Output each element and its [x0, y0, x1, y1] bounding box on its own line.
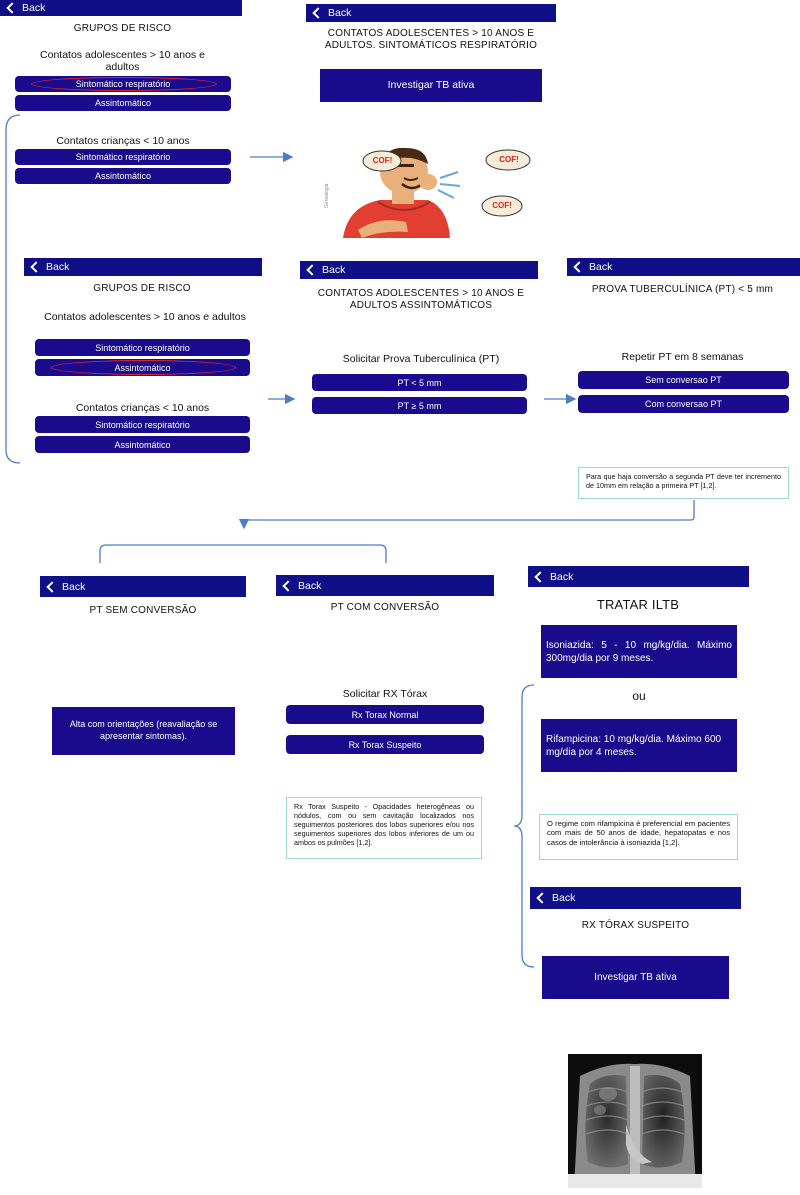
s4-question: Solicitar Prova Tuberculínica (PT): [342, 353, 500, 365]
rifampicina-box: Rifampicina: 10 mg/kg/dia. Máximo 600 mg/dia por 4 meses.: [541, 719, 737, 772]
ou-label: ou: [632, 689, 646, 703]
pt-ge5-button[interactable]: PT ≥ 5 mm: [312, 397, 527, 414]
pt-conversion-note: Para que haja conversão a segunda PT deve ter incremento de 10mm em relação a primeira PT [1,2].: [578, 467, 789, 499]
back-button[interactable]: Back: [567, 258, 800, 276]
s1-assintomatico-button[interactable]: Assintomático: [15, 95, 231, 111]
s1-title: GRUPOS DE RISCO: [73, 23, 172, 34]
chevron-left-icon: [536, 892, 547, 903]
back-button[interactable]: Back: [530, 887, 741, 909]
s3-sintomatico-children-button[interactable]: Sintomático respiratório: [35, 416, 250, 433]
chevron-left-icon: [573, 261, 584, 272]
isoniazida-box: Isoniazida: 5 - 10 mg/kg/dia. Máximo 300mg/dia por 9 meses.: [541, 625, 737, 678]
cough-bubble-1: COF!: [372, 156, 393, 165]
s2-title: CONTATOS ADOLESCENTES > 10 ANOS E ADULTOS. SINTOMÁTICOS RESPIRATÓRIO: [324, 28, 538, 51]
rx-suspeito-button[interactable]: Rx Torax Suspeito: [286, 735, 484, 754]
s7-title: PT COM CONVERSÃO: [330, 602, 440, 613]
chevron-left-icon: [30, 261, 41, 272]
back-button[interactable]: Back: [528, 566, 749, 587]
rx-suspeito-note: Rx Torax Suspeito - Opacidades heterogêneas ou nódulos, com ou sem cavitação localizados nos seguimentos posteriores dos lobos superiores e/ou nos seguimentos superiores dos lobos inferiores de um ou ambos os pulmões [1,2].: [286, 797, 482, 859]
back-button[interactable]: Back: [24, 258, 262, 276]
svg-text:Gerealogia: Gerealogia: [324, 183, 330, 208]
s3-children-label: Contatos crianças < 10 anos: [75, 402, 210, 414]
coughing-man-illustration: [318, 138, 538, 238]
s3-assintomatico-button[interactable]: Assintomático: [35, 359, 250, 376]
s7-question: Solicitar RX Tórax: [342, 688, 428, 700]
path-note-to-split: [244, 500, 694, 528]
s1-children-label: Contatos crianças < 10 anos: [56, 135, 190, 147]
split-bracket: [100, 545, 386, 563]
back-button[interactable]: Back: [276, 575, 494, 596]
s9-investigar-button[interactable]: Investigar TB ativa: [542, 956, 729, 999]
back-button[interactable]: Back: [306, 4, 556, 22]
s1-sintomatico-button[interactable]: Sintomático respiratório: [15, 76, 231, 92]
chevron-left-icon: [282, 580, 293, 591]
s1-sintomatico-children-button[interactable]: Sintomático respiratório: [15, 149, 231, 165]
chevron-left-icon: [46, 581, 57, 592]
s1-adults-label: Contatos adolescentes > 10 anos e adultos: [40, 49, 205, 74]
s5-title: PROVA TUBERCULÍNICA (PT) < 5 mm: [591, 284, 774, 295]
s2-investigar-button[interactable]: Investigar TB ativa: [320, 69, 542, 102]
s8-title: TRATAR ILTB: [596, 597, 680, 612]
cough-bubble-2: COF!: [499, 155, 519, 164]
s5-question: Repetir PT em 8 semanas: [621, 351, 744, 363]
chest-xray-image: [568, 1054, 702, 1188]
s3-title: GRUPOS DE RISCO: [93, 283, 191, 294]
s6-title: PT SEM CONVERSÃO: [89, 605, 197, 616]
rifampicina-note: O regime com rifampicina é preferencial em pacientes com mais de 50 anos de idade, hepatopatas e nos casos de intolerância à isoniazida [1,2].: [539, 814, 738, 860]
chevron-left-icon: [306, 264, 317, 275]
right-bracket: [514, 685, 534, 967]
cough-bubble-3: COF!: [492, 201, 512, 210]
sem-conversao-button[interactable]: Sem conversao PT: [578, 371, 789, 389]
chevron-left-icon: [534, 571, 545, 582]
pt-lt5-button[interactable]: PT < 5 mm: [312, 374, 527, 391]
rx-normal-button[interactable]: Rx Torax Normal: [286, 705, 484, 724]
s3-sintomatico-button[interactable]: Sintomático respiratório: [35, 339, 250, 356]
s3-assintomatico-children-button[interactable]: Assintomático: [35, 436, 250, 453]
back-button[interactable]: Back: [300, 261, 538, 279]
chevron-left-icon: [312, 7, 323, 18]
alta-box: Alta com orientações (reavaliação se apresentar sintomas).: [52, 707, 235, 755]
back-button[interactable]: Back: [0, 0, 242, 16]
s3-adults-label: Contatos adolescentes > 10 anos e adultos: [44, 311, 246, 323]
back-button[interactable]: Back: [40, 576, 246, 597]
s4-title: CONTATOS ADOLESCENTES > 10 ANOS E ADULTOS ASSINTOMÁTICOS: [317, 288, 525, 311]
s9-title: RX TÓRAX SUSPEITO: [581, 920, 690, 931]
com-conversao-button[interactable]: Com conversao PT: [578, 395, 789, 413]
chevron-left-icon: [6, 2, 17, 13]
s1-assintomatico-children-button[interactable]: Assintomático: [15, 168, 231, 184]
